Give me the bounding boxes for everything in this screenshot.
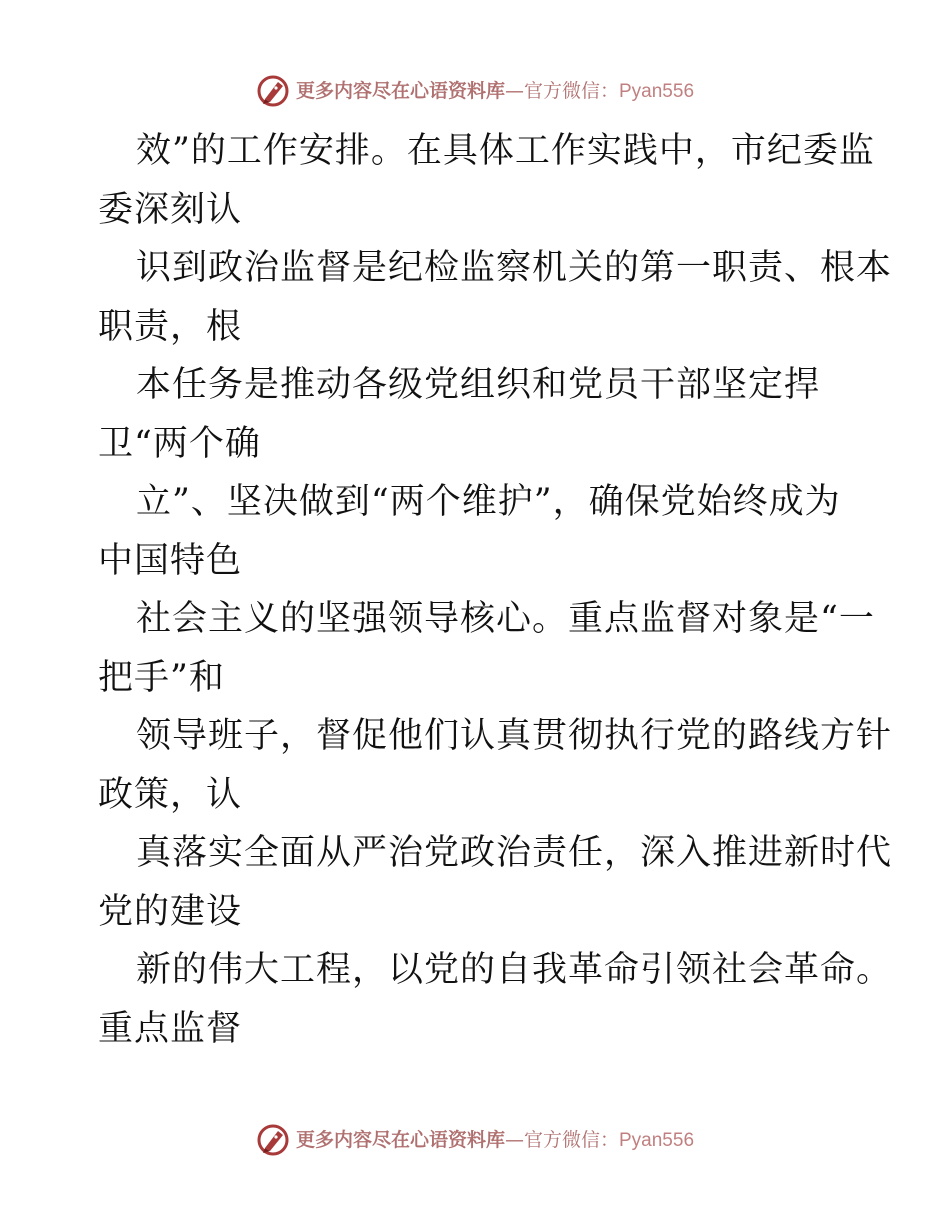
header-wechat-label: 官方微信： [523, 79, 619, 102]
text-line: 真落实全面从严治党政治责任，深入推进新时代 [136, 833, 893, 873]
text-line: 委深刻认 [98, 189, 243, 230]
footer-banner-text [295, 1128, 695, 1151]
text-line: 领导班子，督促他们认真贯彻执行党的路线方针 [136, 716, 893, 756]
text-line: 党的建设 [98, 891, 243, 932]
header-separator: — [504, 79, 524, 102]
text-line: 把手”和 [98, 657, 225, 698]
text-line: 本任务是推动各级党组织和党员干部坚定捍 [136, 365, 821, 405]
pen-nib-logo-icon [256, 74, 290, 108]
text-line: 新的伟大工程，以党的自我革命引领社会革命。 [136, 950, 893, 990]
document-body [98, 122, 893, 1058]
text-line: 立”、坚决做到“两个维护”，确保党始终成为 [136, 482, 841, 522]
footer-banner [0, 1120, 950, 1160]
text-line: 效”的工作安排。在具体工作实践中，市纪委监 [136, 131, 875, 171]
pen-nib-logo-icon [256, 1123, 290, 1157]
text-line: 社会主义的坚强领导核心。重点监督对象是“一 [136, 599, 875, 639]
text-line: 识到政治监督是纪检监察机关的第一职责、根本 [136, 248, 893, 288]
footer-brand: 更多内容尽在心语资料库 [295, 1128, 505, 1151]
text-line: 政策，认 [98, 774, 243, 815]
header-banner-text [295, 79, 695, 102]
text-line: 卫“两个确 [98, 423, 261, 464]
text-line: 职责，根 [98, 306, 243, 347]
text-line: 中国特色 [98, 540, 243, 581]
header-banner [0, 71, 950, 111]
footer-wechat-label: 官方微信： [523, 1128, 619, 1151]
footer-separator: — [504, 1128, 524, 1151]
footer-wechat-id: Pyan556 [619, 1129, 695, 1151]
text-line: 重点监督 [98, 1008, 243, 1049]
header-brand: 更多内容尽在心语资料库 [295, 79, 505, 102]
header-wechat-id: Pyan556 [619, 80, 695, 102]
